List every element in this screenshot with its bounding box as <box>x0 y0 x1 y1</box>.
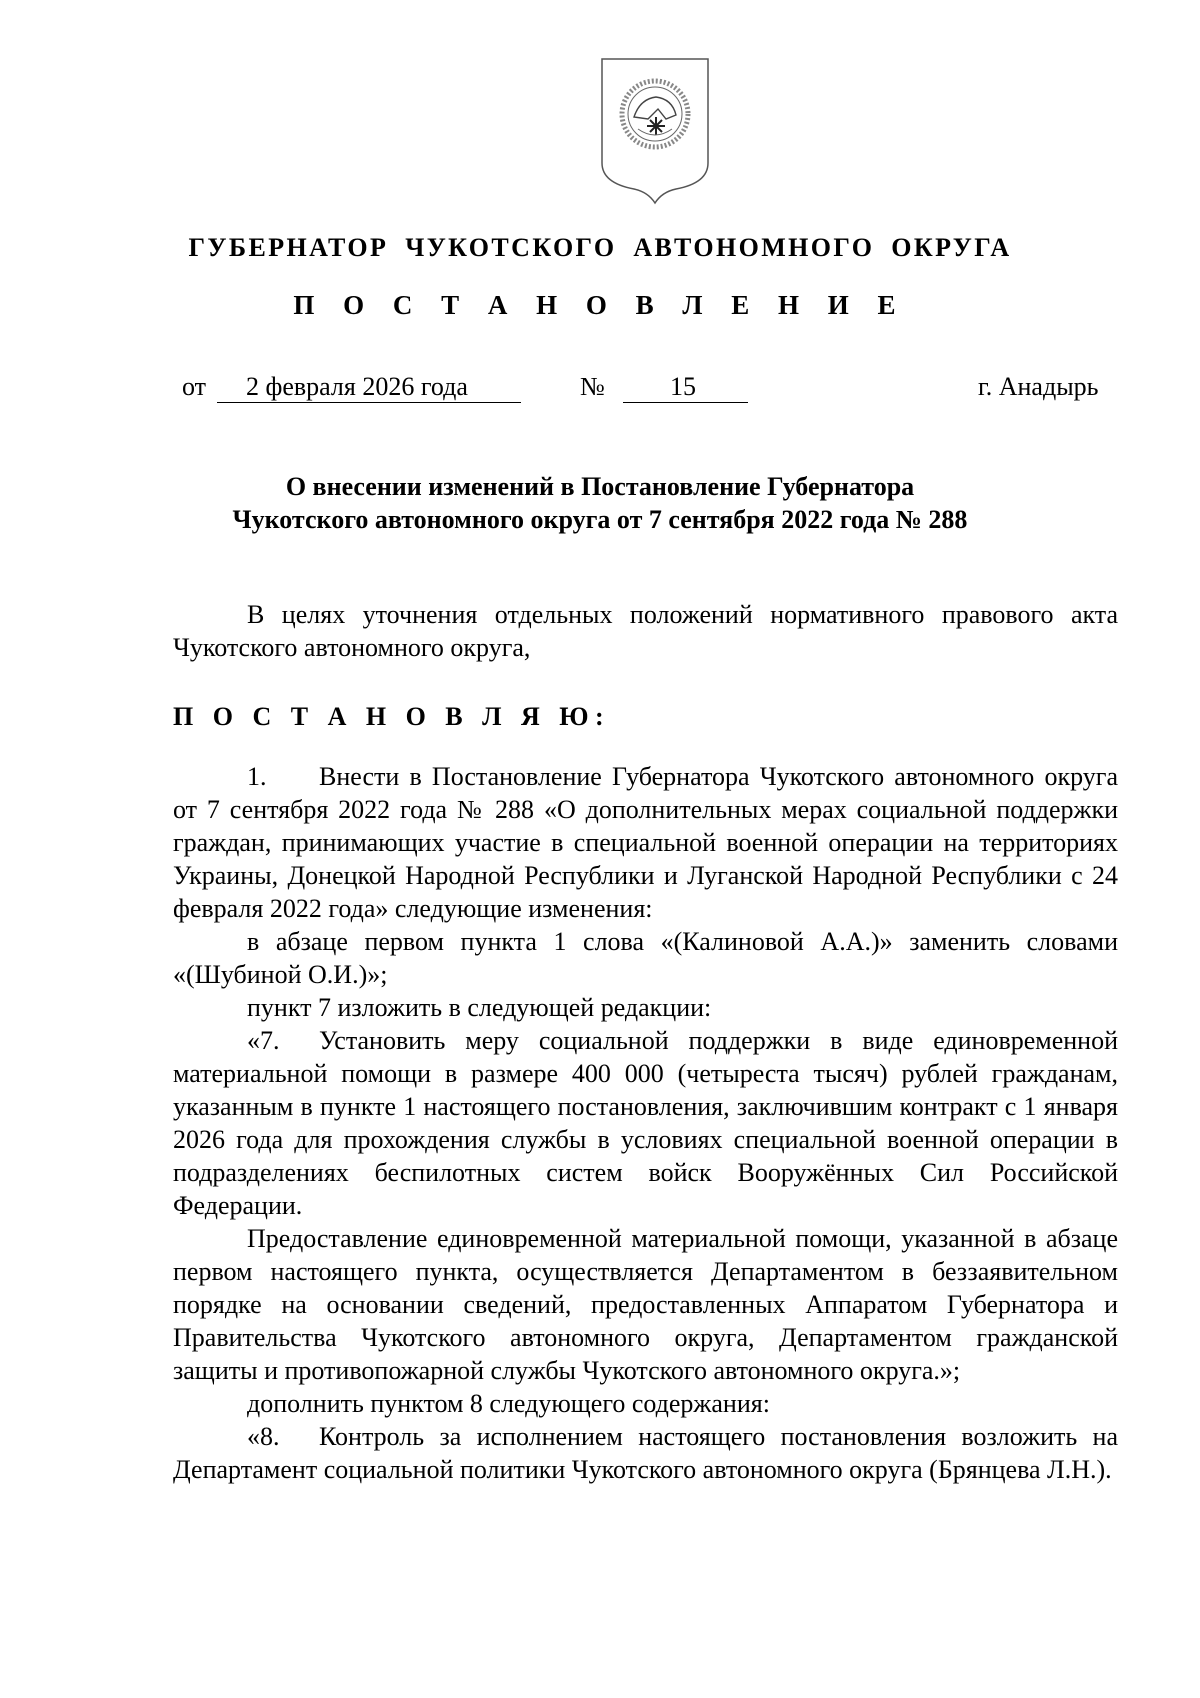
preamble-text: В целях уточнения отдельных положений нормативного правового акта Чукотского автономного округа, <box>173 600 1118 662</box>
organization-heading: ГУБЕРНАТОР ЧУКОТСКОГО АВТОНОМНОГО ОКРУГА <box>188 233 1012 262</box>
document-body <box>173 760 1118 1486</box>
document-city: г. Анадырь <box>978 372 1099 401</box>
number-prefix: № <box>580 372 605 401</box>
title-line-2: Чукотского автономного округа от 7 сентября 2022 года № 288 <box>232 505 968 534</box>
paragraph-7-number: «8. <box>247 1422 280 1451</box>
preamble-block <box>173 598 1118 664</box>
date-prefix: от <box>182 372 207 401</box>
paragraph-1 <box>173 760 1118 925</box>
paragraph-7-text: Контроль за исполнением настоящего постановления возложить на Департамент социальной политики Чукотского автономного округа (Брянцева Л.Н.). <box>173 1422 1118 1484</box>
paragraph-4-number: «7. <box>247 1026 280 1055</box>
paragraph-1-number: 1. <box>247 762 267 791</box>
paragraph-1-text: Внести в Постановление Губернатора Чукотского автономного округа от 7 сентября 2022 года № 288 «О дополнительных мерах социальной поддержки граждан, принимающих участие в специальной военной операции на территориях Украины, Донецкой Народной Республики и Луганской Народной Республики с 24 февраля 2022 года» следующие изменения: <box>173 762 1118 923</box>
decree-heading: П О С Т А Н О В Л Я Ю: <box>173 702 611 731</box>
paragraph-5: Предоставление единовременной материальной помощи, указанной в абзаце первом настоящего пункта, осуществляется Департаментом в беззаявительном порядке на основании сведений, предоставленных Аппаратом Губернатора и Правительства Чукотского автономного округа, Департаментом гражданской защиты и противопожарной службы Чукотского автономного округа.»; <box>173 1224 1118 1385</box>
paragraph-4 <box>173 1024 1118 1222</box>
paragraph-2: в абзаце первом пункта 1 слова «(Калиновой А.А.)» заменить словами «(Шубиной О.И.)»; <box>173 927 1118 989</box>
paragraph-7 <box>173 1420 1118 1486</box>
document-date: 2 февраля 2026 года <box>246 372 468 401</box>
document-type-heading: П О С Т А Н О В Л Е Н И Е <box>293 290 907 320</box>
coat-of-arms-icon <box>596 55 714 205</box>
document-title <box>0 470 1200 536</box>
title-line-1: О внесении изменений в Постановление Губернатора <box>285 472 915 501</box>
paragraph-3: пункт 7 изложить в следующей редакции: <box>247 993 712 1022</box>
number-underline <box>623 402 748 403</box>
date-underline <box>217 402 521 403</box>
document-number: 15 <box>670 372 696 401</box>
paragraph-6: дополнить пунктом 8 следующего содержания: <box>247 1389 770 1418</box>
paragraph-4-text: Установить меру социальной поддержки в виде единовременной материальной помощи в размере 400 000 (четыреста тысяч) рублей гражданам, указанным в пункте 1 настоящего постановления, заключившим контракт с 1 января 2026 года для прохождения службы в условиях специальной военной операции в подразделениях беспилотных систем войск Вооружённых Сил Российской Федерации. <box>173 1026 1118 1220</box>
